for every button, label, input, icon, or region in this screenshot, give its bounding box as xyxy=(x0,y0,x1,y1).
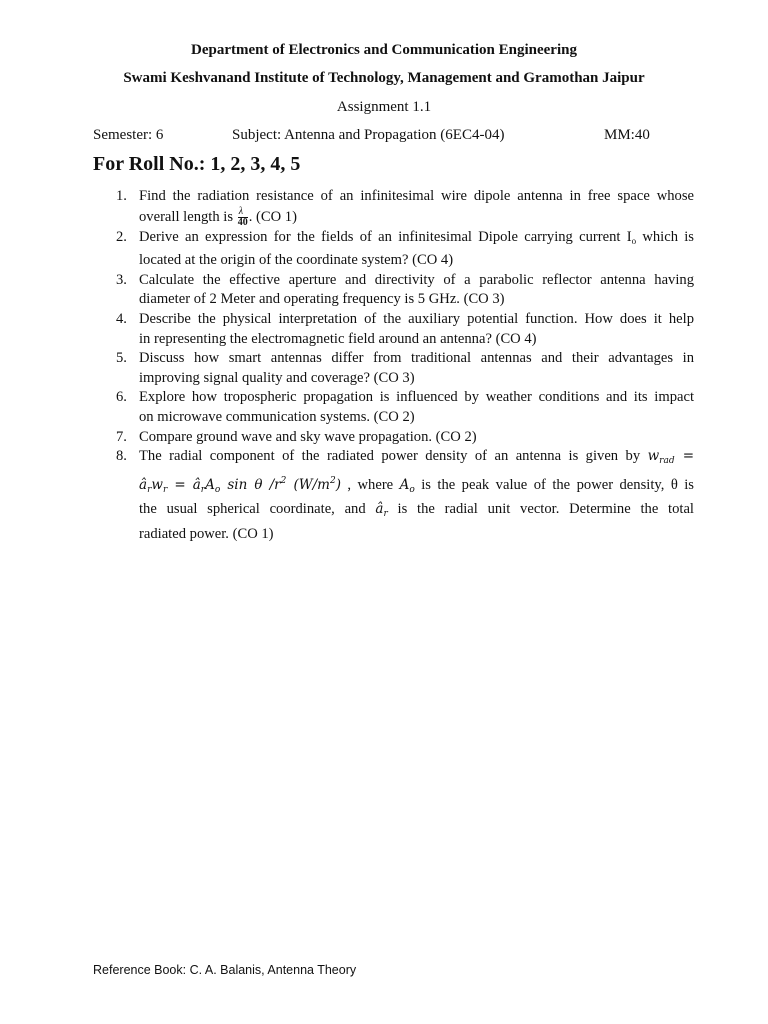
question-text: located at the origin of the coordinate system? (CO 4) xyxy=(139,252,454,269)
question-text: radiated power. (CO 1) xyxy=(139,525,274,542)
math-expression: $A_o$ xyxy=(399,476,415,495)
question-item xyxy=(0,388,694,427)
question-list xyxy=(0,187,768,545)
meta-row xyxy=(0,127,768,147)
question-text: the usual spherical coordinate, and $â_r$ is the radial unit vector. Determine the total xyxy=(139,501,694,520)
question-text: $â_rw_r$ = $â_rA_o$ sin θ $/r^2$ $(W/m^2)$ , where $A_o$ is the peak value of the power density, θ is xyxy=(139,475,694,495)
question-number: 3. xyxy=(116,271,127,288)
question-text: Calculate the effective aperture and directivity of a parabolic reflector antenna having xyxy=(139,271,694,288)
question-number: 4. xyxy=(116,310,127,327)
question-item xyxy=(0,428,694,448)
math-expression: $w_{rad}$ = xyxy=(647,448,695,467)
question-number: 2. xyxy=(116,228,127,245)
question-number: 7. xyxy=(116,428,127,445)
semester-label: Semester: 6 xyxy=(93,127,164,143)
question-text: Describe the physical interpretation of the auxiliary potential function. How does it help xyxy=(139,310,694,327)
question-text: in representing the electromagnetic field around an antenna? (CO 4) xyxy=(139,330,537,347)
question-text: Explore how tropospheric propagation is influenced by weather conditions and its impact xyxy=(139,389,694,406)
institute-title: Swami Keshvanand Institute of Technology, Management and Gramothan Jaipur xyxy=(123,70,645,86)
assignment-title: Assignment 1.1 xyxy=(336,99,432,115)
question-item xyxy=(0,310,694,349)
question-item xyxy=(0,228,694,271)
question-number: 8. xyxy=(116,448,127,465)
question-text: Derive an expression for the fields of an infinitesimal Dipole carrying current $I_o$ which is xyxy=(139,228,694,246)
max-marks-label: MM:40 xyxy=(604,127,650,143)
question-number: 1. xyxy=(116,188,127,204)
subject-label: Subject: Antenna and Propagation (6EC4-04) xyxy=(232,127,505,143)
question-number: 5. xyxy=(116,350,127,367)
question-number: 6. xyxy=(116,389,127,406)
question-item xyxy=(0,187,694,228)
question-text: The radial component of the radiated power density of an antenna is given by $w_{rad}$ = xyxy=(139,448,695,467)
math-expression: $â_rw_r$ = $â_rA_o$ sin θ $/r^2$ $(W/m^2)$ xyxy=(139,475,341,495)
question-item xyxy=(0,349,694,388)
question-text: Compare ground wave and sky wave propagation. (CO 2) xyxy=(139,428,477,445)
question-text: on microwave communication systems. (CO 2) xyxy=(139,408,415,425)
roll-number-heading: For Roll No.: 1, 2, 3, 4, 5 xyxy=(93,153,301,175)
question-text: overall length is $\frac{\lambda}{40}$ . (CO 1) xyxy=(139,205,297,228)
question-text: Find the radiation resistance of an infinitesimal wire dipole antenna in free space whose xyxy=(139,188,694,204)
math-expression: $â_r$ xyxy=(375,501,388,520)
question-text: diameter of 2 Meter and operating frequency is 5 GHz. (CO 3) xyxy=(139,291,505,308)
department-title: Department of Electronics and Communication Engineering xyxy=(191,42,577,58)
question-text: improving signal quality and coverage? (CO 3) xyxy=(139,369,415,386)
lambda-over-40-fraction: $\frac{\lambda}{40}$ xyxy=(237,205,248,228)
reference-book-note: Reference Book: C. A. Balanis, Antenna Theory xyxy=(93,963,357,977)
question-text: Discuss how smart antennas differ from traditional antennas and their advantages in xyxy=(139,350,694,367)
question-item xyxy=(0,271,694,310)
question-item xyxy=(0,447,694,544)
